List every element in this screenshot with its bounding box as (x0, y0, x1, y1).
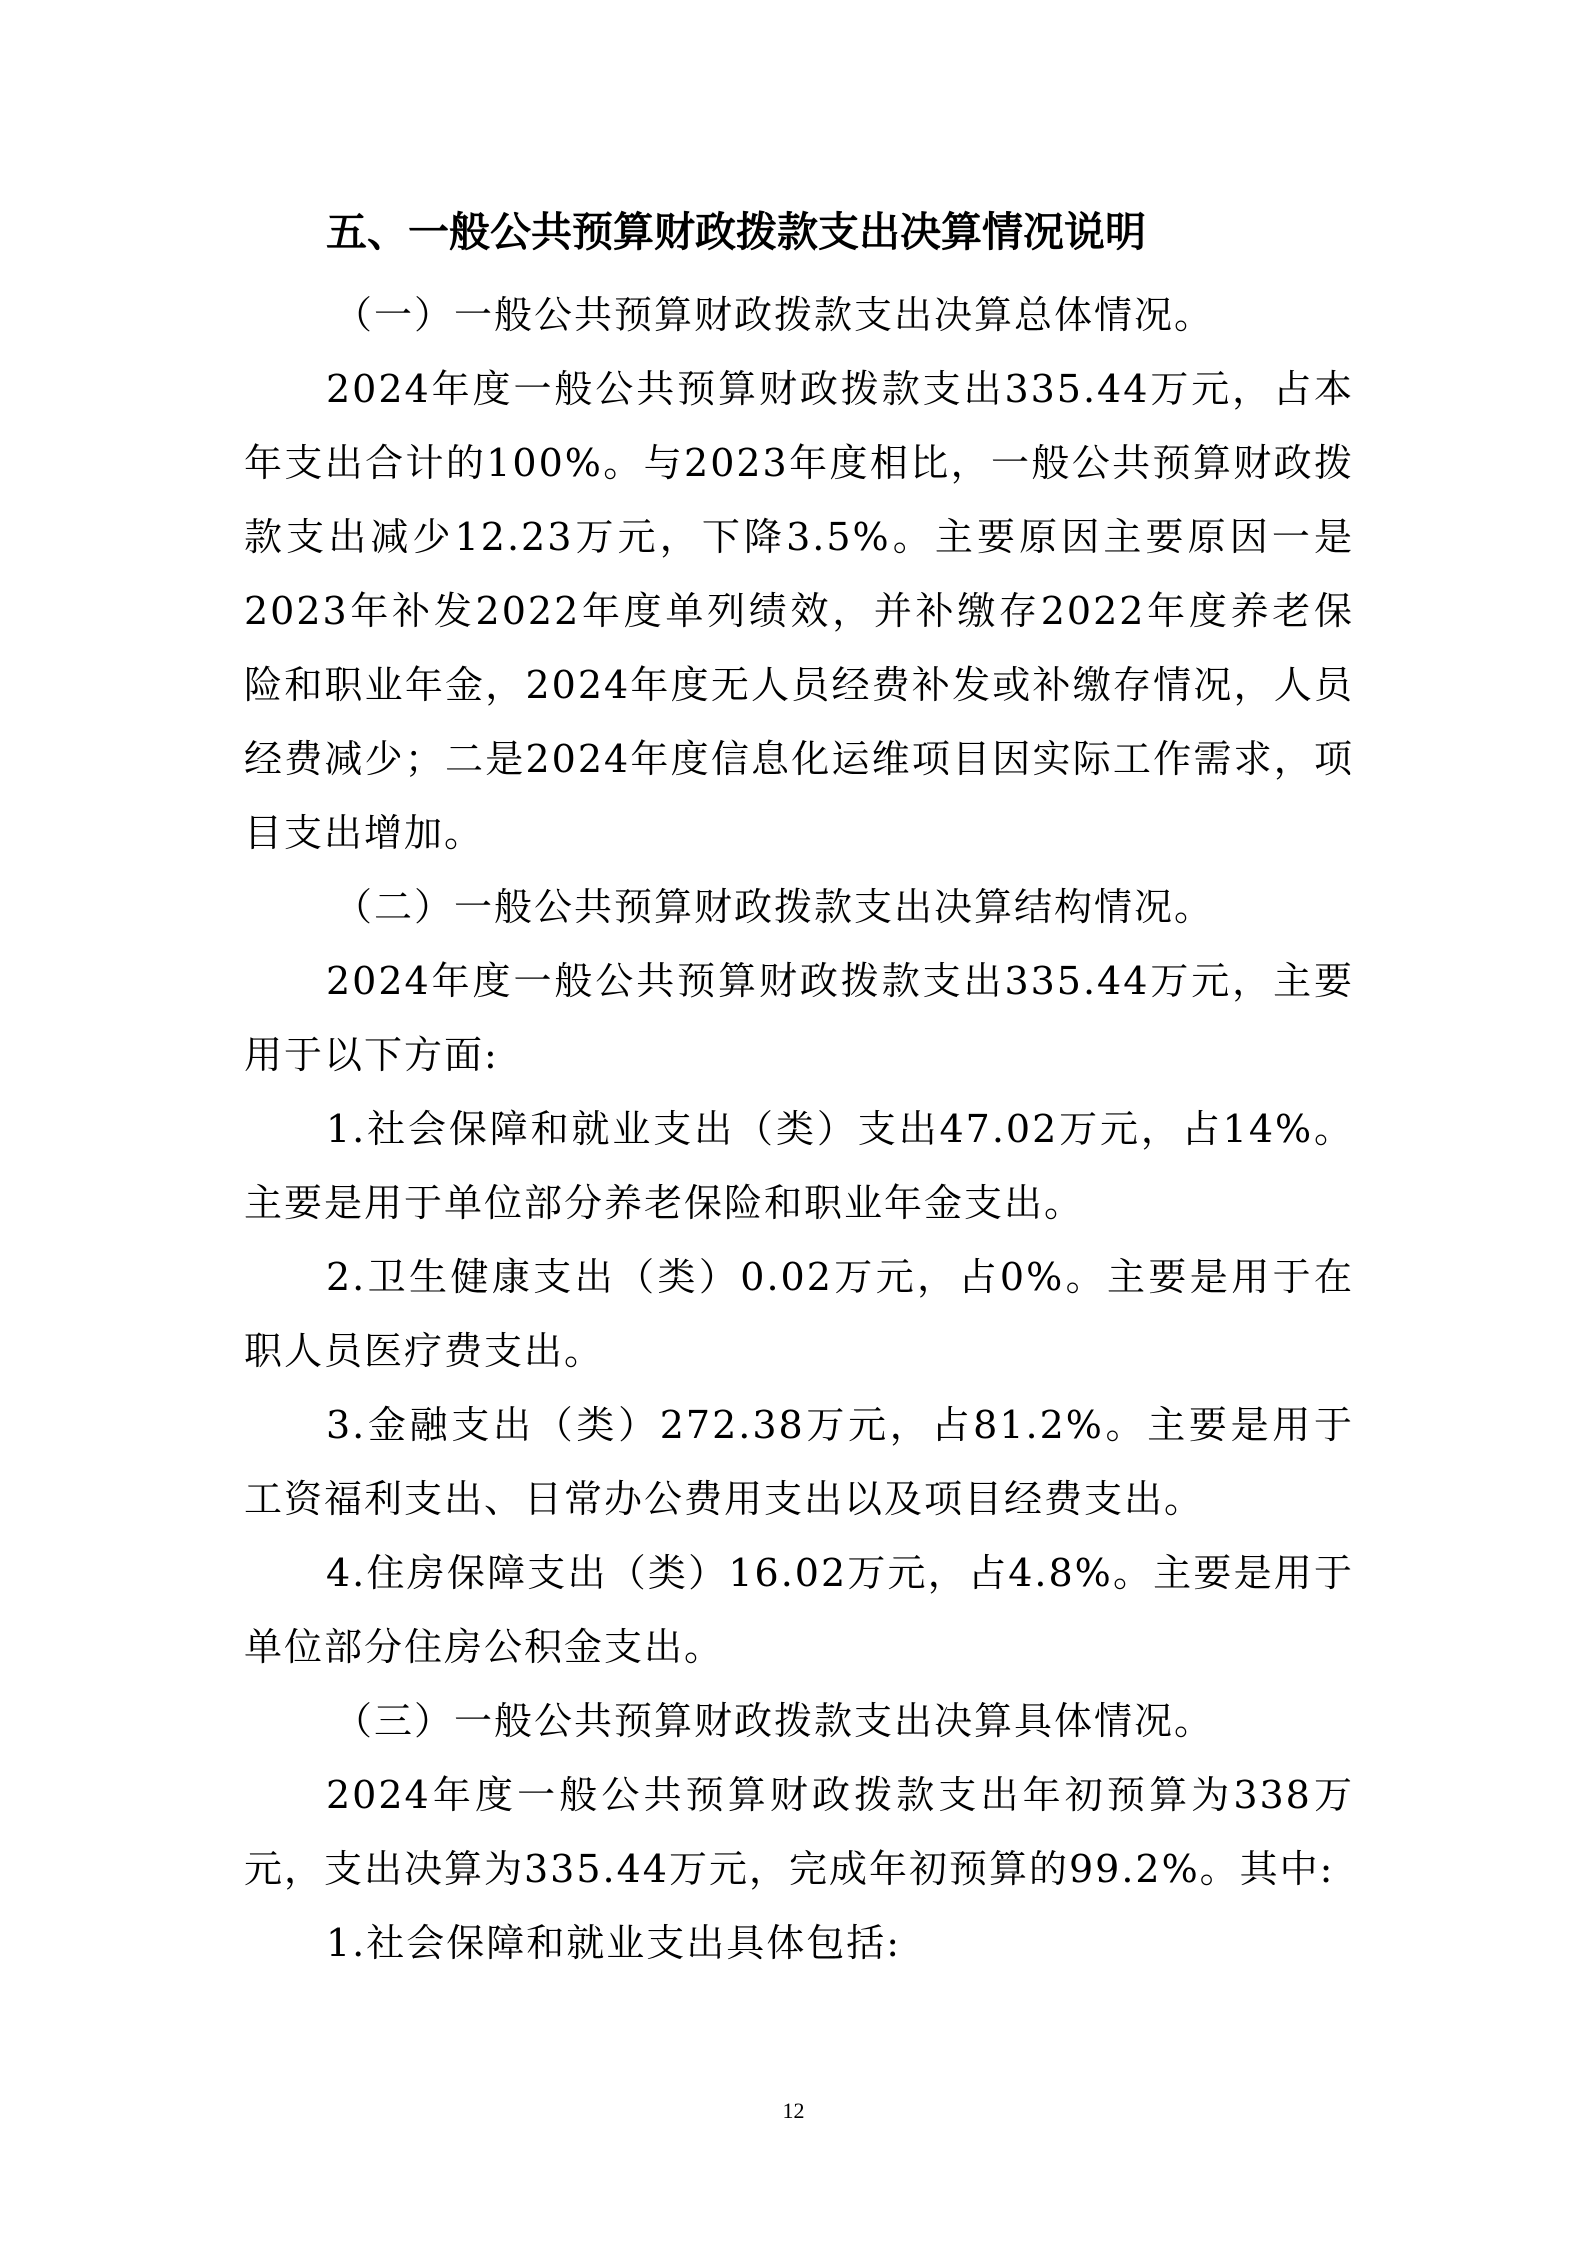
paragraph-details-item-1: 1.社会保障和就业支出具体包括: (326, 1921, 902, 1965)
document-page (244, 200, 1354, 1980)
paragraph-structure-intro: 2024年度一般公共预算财政拨款支出335.44万元，主要用于以下方面: (244, 959, 1354, 1077)
section-title: 五、一般公共预算财政拨款支出决算情况说明 (326, 208, 1146, 256)
paragraph-item-health: 2.卫生健康支出（类）0.02万元，占0%。主要是用于在职人员医疗费支出。 (244, 1255, 1354, 1373)
paragraph-details-intro: 2024年度一般公共预算财政拨款支出年初预算为338万元，支出决算为335.44万元，完成年初预算的99.2%。其中: (244, 1773, 1354, 1891)
paragraph-item-finance: 3.金融支出（类）272.38万元，占81.2%。主要是用于工资福利支出、日常办公费用支出以及项目经费支出。 (244, 1403, 1354, 1521)
paragraph-overall: 2024年度一般公共预算财政拨款支出335.44万元，占本年支出合计的100%。与2023年度相比，一般公共预算财政拨款支出减少12.23万元，下降3.5%。主要原因主要原因一是2023年补发2022年度单列绩效，并补缴存2022年度养老保险和职业年金，2024年度无人员经费补发或补缴存情况，人员经费减少；二是2024年度信息化运维项目因实际工作需求，项目支出增加。 (244, 367, 1354, 855)
subheading-details: （三）一般公共预算财政拨款支出决算具体情况。 (334, 1699, 1215, 1743)
paragraph-item-housing: 4.住房保障支出（类）16.02万元，占4.8%。主要是用于单位部分住房公积金支出。 (244, 1551, 1354, 1669)
subheading-overall: （一）一般公共预算财政拨款支出决算总体情况。 (334, 293, 1215, 337)
paragraph-item-social-security: 1.社会保障和就业支出（类）支出47.02万元，占14%。主要是用于单位部分养老保险和职业年金支出。 (244, 1107, 1354, 1225)
page-number: 12 (782, 2098, 805, 2123)
subheading-structure: （二）一般公共预算财政拨款支出决算结构情况。 (334, 885, 1215, 929)
